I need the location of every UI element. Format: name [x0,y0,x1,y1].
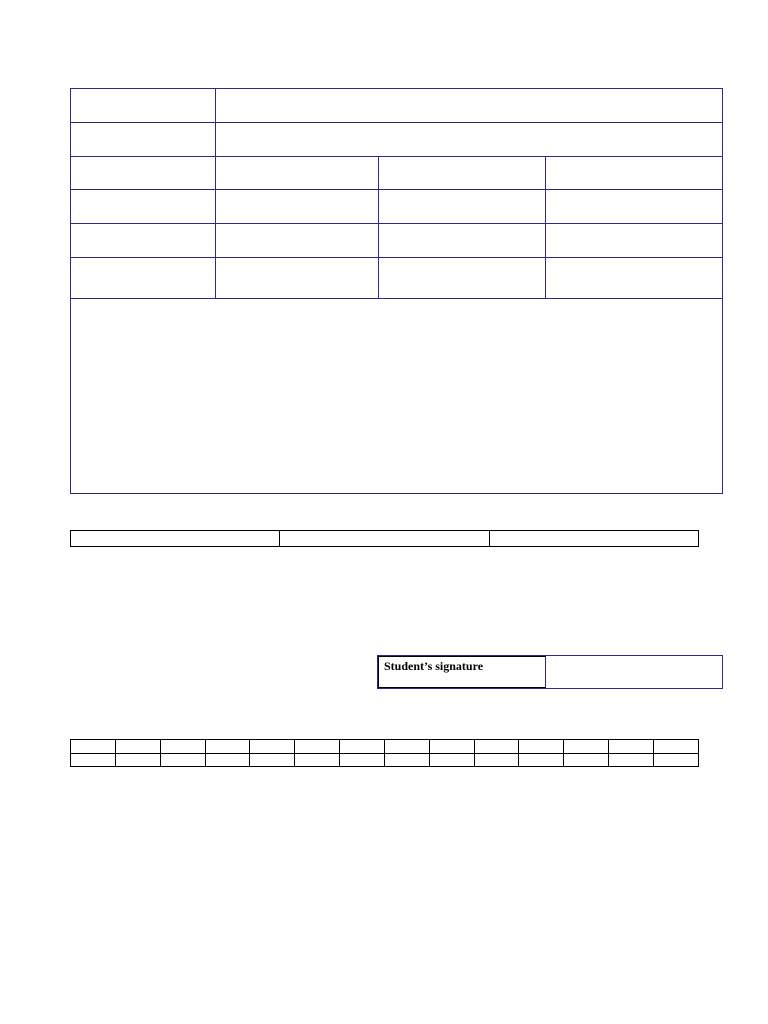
grid-cell[interactable] [564,753,609,767]
strip-cell-3[interactable] [490,531,698,546]
grid-cell[interactable] [564,740,609,754]
grid-cell[interactable] [653,753,698,767]
form-row-5-col-2[interactable] [379,224,545,257]
grid-cell[interactable] [115,740,160,754]
grid-cell[interactable] [295,740,340,754]
bottom-grid [70,739,699,767]
grid-cell[interactable] [160,740,205,754]
form-row-3-label[interactable] [71,157,215,189]
form-row-3-col-3[interactable] [546,157,723,189]
grid-cell[interactable] [71,740,116,754]
form-row-1-value[interactable] [216,89,723,122]
grid-cell[interactable] [340,740,385,754]
form-row-5-label[interactable] [71,224,215,257]
grid-cell[interactable] [71,753,116,767]
grid-cell[interactable] [429,753,474,767]
grid-row [71,753,699,767]
form-row-4-col-2[interactable] [379,190,545,223]
form-row-4-col-1[interactable] [216,190,378,223]
grid-cell[interactable] [295,753,340,767]
form-row-3-col-2[interactable] [379,157,545,189]
form-row-4-col-3[interactable] [546,190,723,223]
three-column-strip [70,530,699,547]
grid-cell[interactable] [250,753,295,767]
form-row-6-col-2[interactable] [379,258,545,298]
grid-row [71,740,699,754]
grid-cell[interactable] [429,740,474,754]
grid-cell[interactable] [115,753,160,767]
form-row-6-col-3[interactable] [546,258,723,298]
form-table [70,88,723,494]
form-row-6-col-1[interactable] [216,258,378,298]
form-row-5-col-3[interactable] [546,224,723,257]
grid-cell[interactable] [519,753,564,767]
form-row-2-label[interactable] [71,123,215,156]
grid-cell[interactable] [519,740,564,754]
grid-cell[interactable] [205,740,250,754]
signature-box [377,655,723,689]
form-row-5-col-1[interactable] [216,224,378,257]
form-row-1-label[interactable] [71,89,215,122]
form-notes-area[interactable] [71,299,723,493]
form-row-3-col-1[interactable] [216,157,378,189]
grid-cell[interactable] [609,753,654,767]
grid-cell[interactable] [609,740,654,754]
grid-cell[interactable] [474,740,519,754]
form-row-6-label[interactable] [71,258,215,298]
grid-cell[interactable] [384,740,429,754]
grid-cell[interactable] [205,753,250,767]
signature-field[interactable] [546,656,722,688]
grid-cell[interactable] [384,753,429,767]
form-row-2-value[interactable] [216,123,723,156]
signature-label: Student’s signature [378,656,546,688]
grid-cell[interactable] [653,740,698,754]
grid-cell[interactable] [340,753,385,767]
grid-cell[interactable] [474,753,519,767]
strip-cell-1[interactable] [71,531,280,546]
grid-cell[interactable] [250,740,295,754]
form-row-4-label[interactable] [71,190,215,223]
strip-cell-2[interactable] [280,531,489,546]
grid-cell[interactable] [160,753,205,767]
